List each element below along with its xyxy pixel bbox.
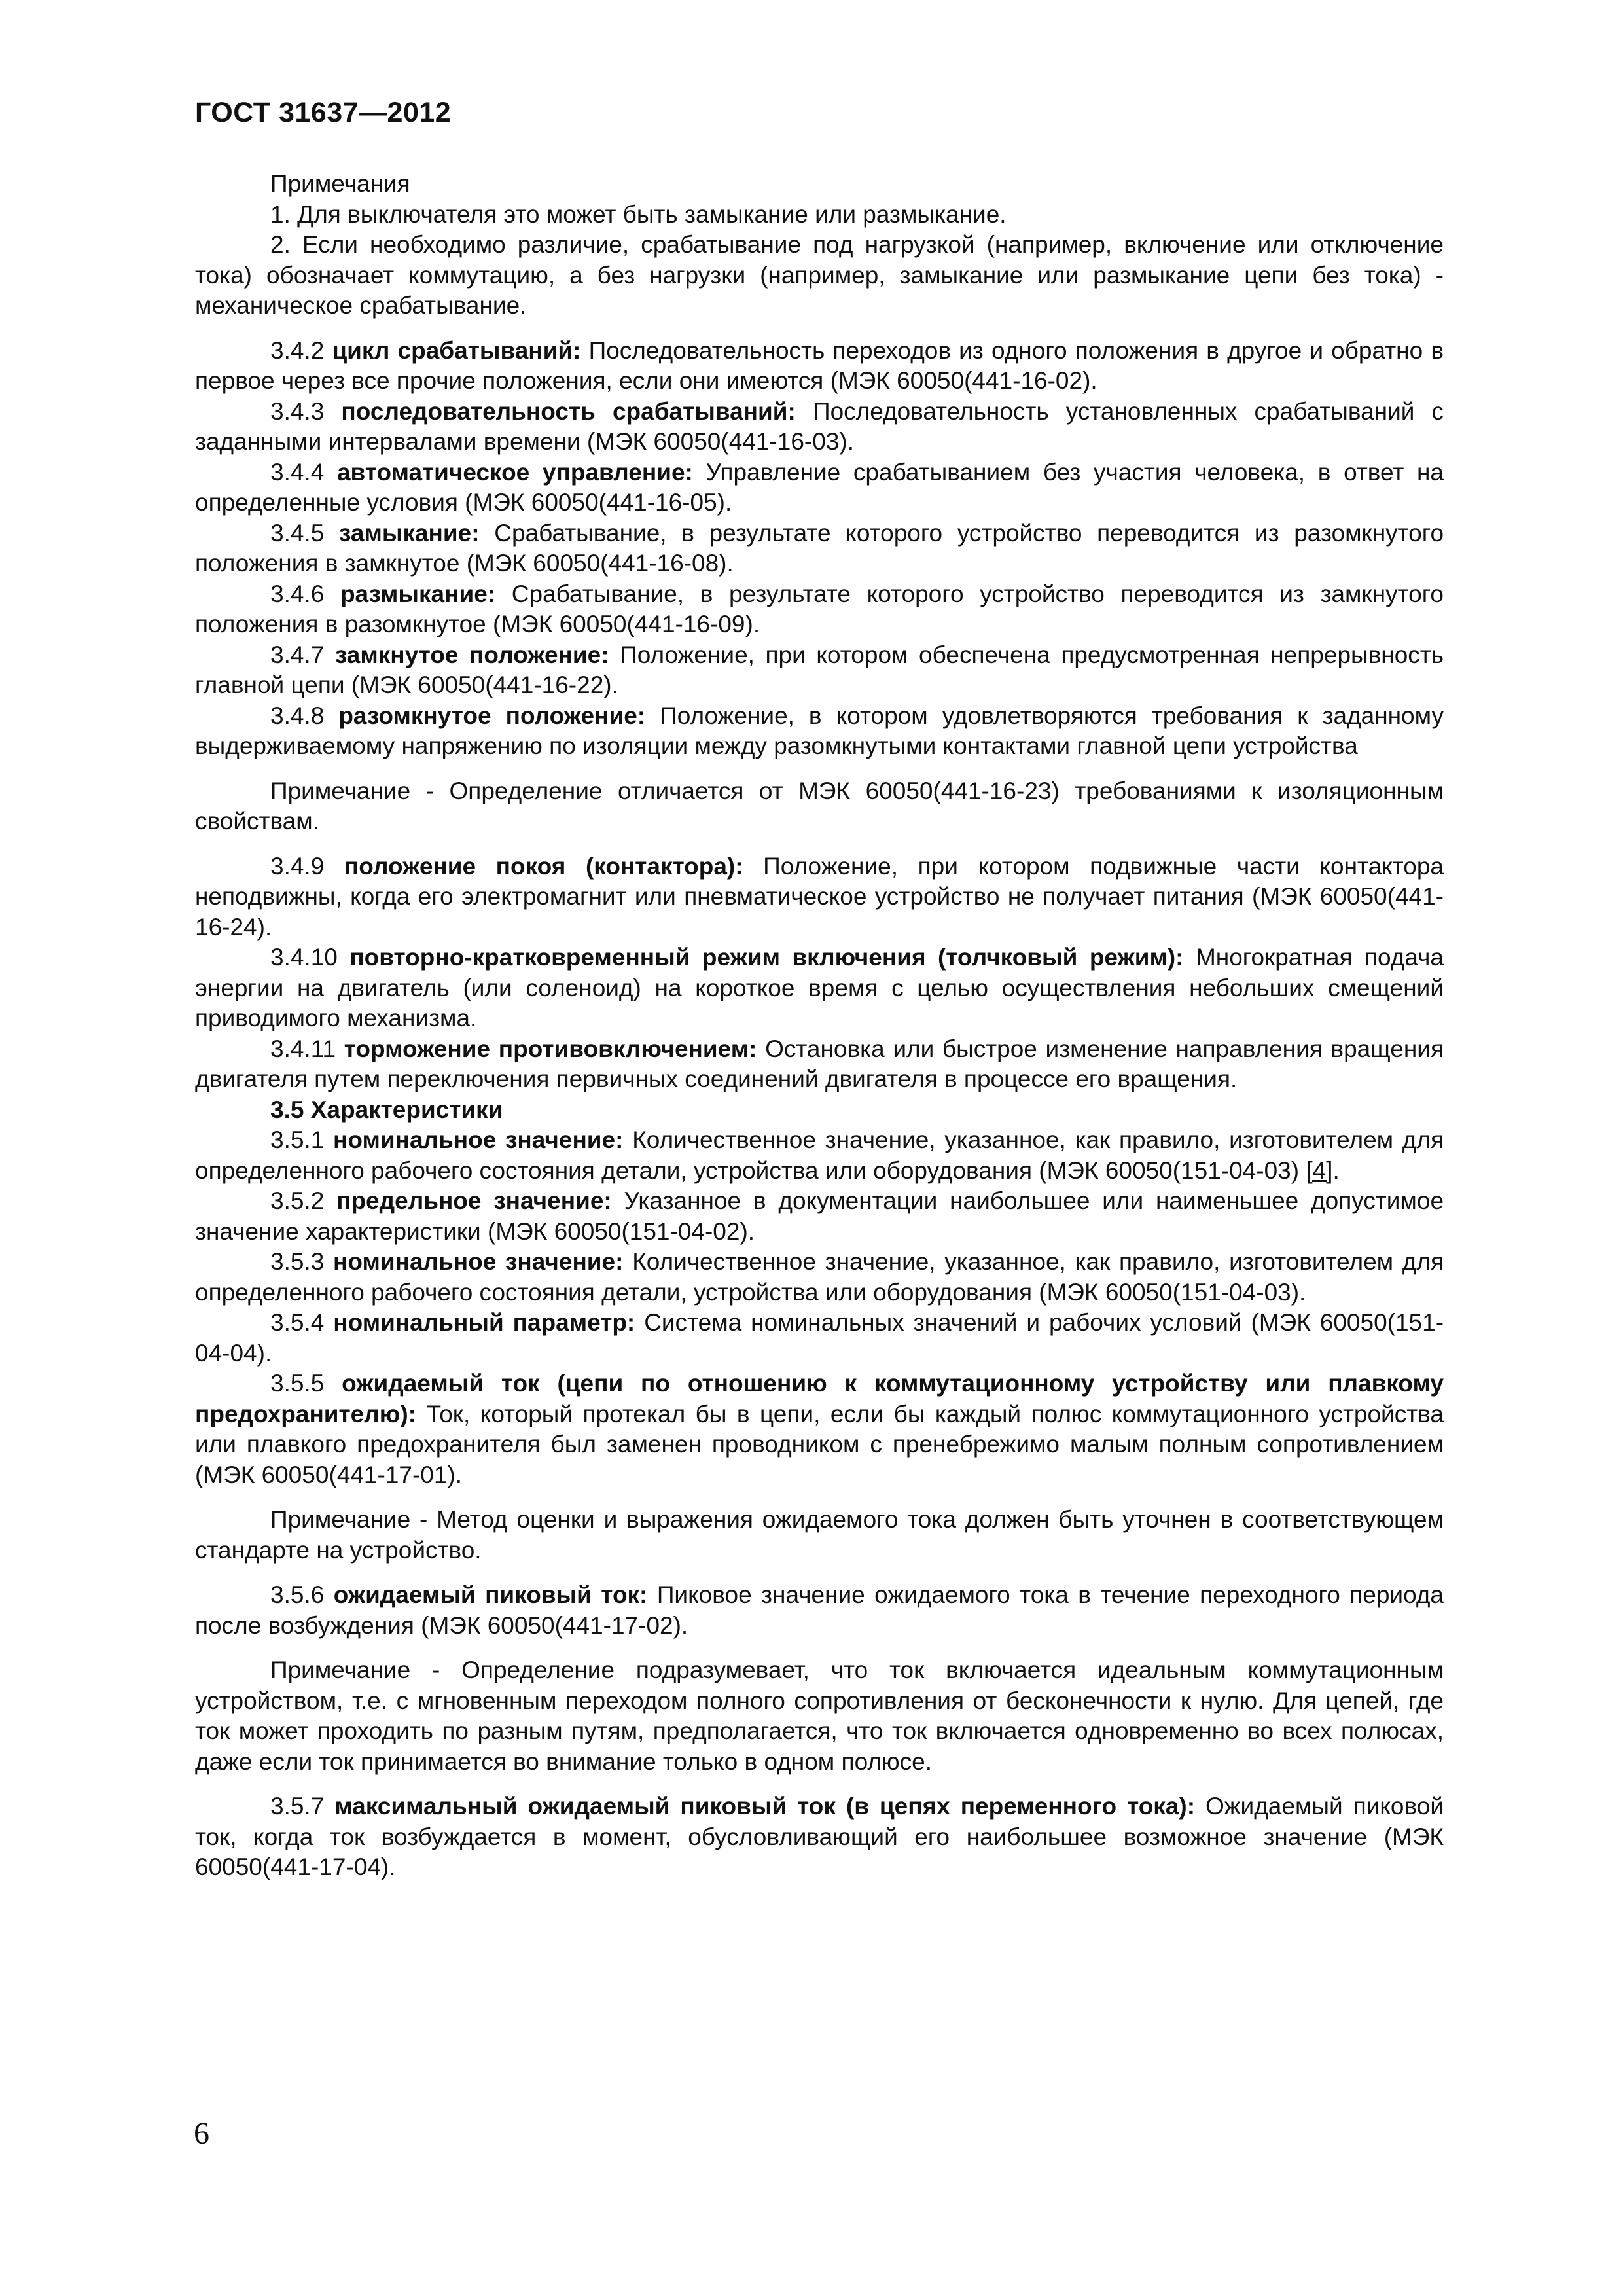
note-3-5-5: Примечание - Метод оценки и выражения ожидаемого тока должен быть уточнен в соответствующем стандарте на устройство. xyxy=(195,1506,1444,1564)
term: номинальное значение: xyxy=(333,1248,624,1275)
term: повторно-кратковременный режим включения (толчковый режим): xyxy=(349,944,1184,971)
term: ожидаемый пиковый ток: xyxy=(333,1581,648,1608)
definition-3-4-4: 3.4.4 автоматическое управление: Управление срабатыванием без участия человека, в ответ на определенные условия (МЭК 60050(441-16-05). xyxy=(195,458,1444,516)
term: положение покоя (контактора): xyxy=(344,852,743,880)
page-number: 6 xyxy=(194,2116,209,2151)
definition-3-5-3: 3.5.3 номинальное значение: Количественное значение, указанное, как правило, изготовителем для определенного рабочего состояния детали, устройства или оборудования (МЭК 60050(151-04-03). xyxy=(195,1248,1444,1306)
term: номинальный параметр: xyxy=(333,1309,635,1336)
definition-3-4-7: 3.4.7 замкнутое положение: Положение, при котором обеспечена предусмотренная непрерывность главной цепи (МЭК 60050(441-16-22). xyxy=(195,641,1444,698)
definition-3-4-2: 3.4.2 цикл срабатываний: Последовательность переходов из одного положения в другое и обратно в первое через все прочие положения, если они имеются (МЭК 60050(441-16-02). xyxy=(195,336,1444,394)
note-3-4-8: Примечание - Определение отличается от МЭК 60050(441-16-23) требованиями к изоляционным свойствам. xyxy=(195,777,1444,834)
term: размыкание: xyxy=(340,580,496,607)
reference-link[interactable]: [4] xyxy=(1306,1157,1333,1184)
definition-3-5-1: 3.5.1 номинальное значение: Количественное значение, указанное, как правило, изготовителем для определенного рабочего состояния детали, устройства или оборудования (МЭК 60050(151-04-03) [4]. xyxy=(195,1126,1444,1184)
term: замкнутое положение: xyxy=(334,641,609,668)
term: замыкание: xyxy=(339,519,480,547)
definition-3-4-3: 3.4.3 последовательность срабатываний: Последовательность установленных срабатываний с заданными интервалами времени (МЭК 60050(441-16-03). xyxy=(195,397,1444,455)
note-item: 1. Для выключателя это может быть замыкание или размыкание. xyxy=(270,200,1007,228)
note-item: 2. Если необходимо различие, срабатывание под нагрузкой (например, включение или отключение тока) обозначает коммутацию, а без нагрузки (например, замыкание или размыкание цепи без тока) - механическое срабатывание. xyxy=(195,231,1444,319)
definition-3-4-6: 3.4.6 размыкание: Срабатывание, в результате которого устройство переводится из замкнутого положения в разомкнутое (МЭК 60050(441-16-09). xyxy=(195,580,1444,637)
definition-3-5-2: 3.5.2 предельное значение: Указанное в документации наибольшее или наименьшее допустимое значение характеристики (МЭК 60050(151-04-02). xyxy=(195,1187,1444,1245)
document-header-title: ГОСТ 31637—2012 xyxy=(195,97,452,128)
note-3-5-6: Примечание - Определение подразумевает, что ток включается идеальным коммутационным устройством, т.е. с мгновенным переходом полного сопротивления от бесконечности к нулю. Для цепей, где ток может проходить по разным путям, предполагается, что ток включается одновременно во всех полюсах, даже если ток принимается во внимание только в одном полюсе. xyxy=(195,1657,1444,1775)
term: цикл срабатываний: xyxy=(332,336,581,364)
term: максимальный ожидаемый пиковый ток (в цепях переменного тока): xyxy=(334,1793,1196,1820)
notes-heading: Примечания xyxy=(270,170,410,197)
definition-3-5-6: 3.5.6 ожидаемый пиковый ток: Пиковое значение ожидаемого тока в течение переходного периода после возбуждения (МЭК 60050(441-17-02). xyxy=(195,1581,1444,1639)
definition-3-4-11: 3.4.11 торможение противовключением: Остановка или быстрое изменение направления вращения двигателя путем переключения первичных соединений двигателя в процессе его вращения. xyxy=(195,1035,1444,1092)
definition-3-5-4: 3.5.4 номинальный параметр: Система номинальных значений и рабочих условий (МЭК 60050(151-04-04). xyxy=(195,1309,1444,1367)
term: ожидаемый ток (цепи по отношению к коммутационному устройству или плавкому предохранителю): xyxy=(195,1370,1444,1427)
definition-3-5-7: 3.5.7 максимальный ожидаемый пиковый ток (в цепях переменного тока): Ожидаемый пиковой ток, когда ток возбуждается в момент, обусловливающий его наибольшее возможное значение (МЭК 60050(441-17-04). xyxy=(195,1793,1444,1880)
definition-3-4-10: 3.4.10 повторно-кратковременный режим включения (толчковый режим): Многократная подача энергии на двигатель (или соленоид) на короткое время с целью осуществления небольших смещений приводимого механизма. xyxy=(195,944,1444,1031)
term: номинальное значение: xyxy=(333,1126,624,1153)
definition-3-5-5: 3.5.5 ожидаемый ток (цепи по отношению к коммутационному устройству или плавкому предохранителю): Ток, который протекал бы в цепи, если бы каждый полюс коммутационного устройства или плавкого предохранителя был заменен проводником с пренебрежимо малым полным сопротивлением (МЭК 60050(441-17-01). xyxy=(195,1370,1444,1488)
term: последовательность срабатываний: xyxy=(341,397,796,425)
term: предельное значение: xyxy=(336,1187,612,1214)
definition-3-4-9: 3.4.9 положение покоя (контактора): Положение, при котором подвижные части контактора неподвижны, когда его электромагнит или пневматическое устройство не получает питания (МЭК 60050(441-16-24). xyxy=(195,852,1444,941)
definition-3-4-8: 3.4.8 разомкнутое положение: Положение, в котором удовлетворяются требования к заданному выдерживаемому напряжению по изоляции между разомкнутыми контактами главной цепи устройства xyxy=(195,702,1444,759)
document-body xyxy=(195,169,1444,1883)
term: торможение противовключением: xyxy=(344,1035,757,1062)
definition-3-4-5: 3.4.5 замыкание: Срабатывание, в результате которого устройство переводится из разомкнутого положения в замкнутое (МЭК 60050(441-16-08). xyxy=(195,519,1444,577)
term: разомкнутое положение: xyxy=(338,702,646,729)
term: автоматическое управление: xyxy=(336,458,693,486)
section-heading-3-5: 3.5 Характеристики xyxy=(270,1096,503,1123)
